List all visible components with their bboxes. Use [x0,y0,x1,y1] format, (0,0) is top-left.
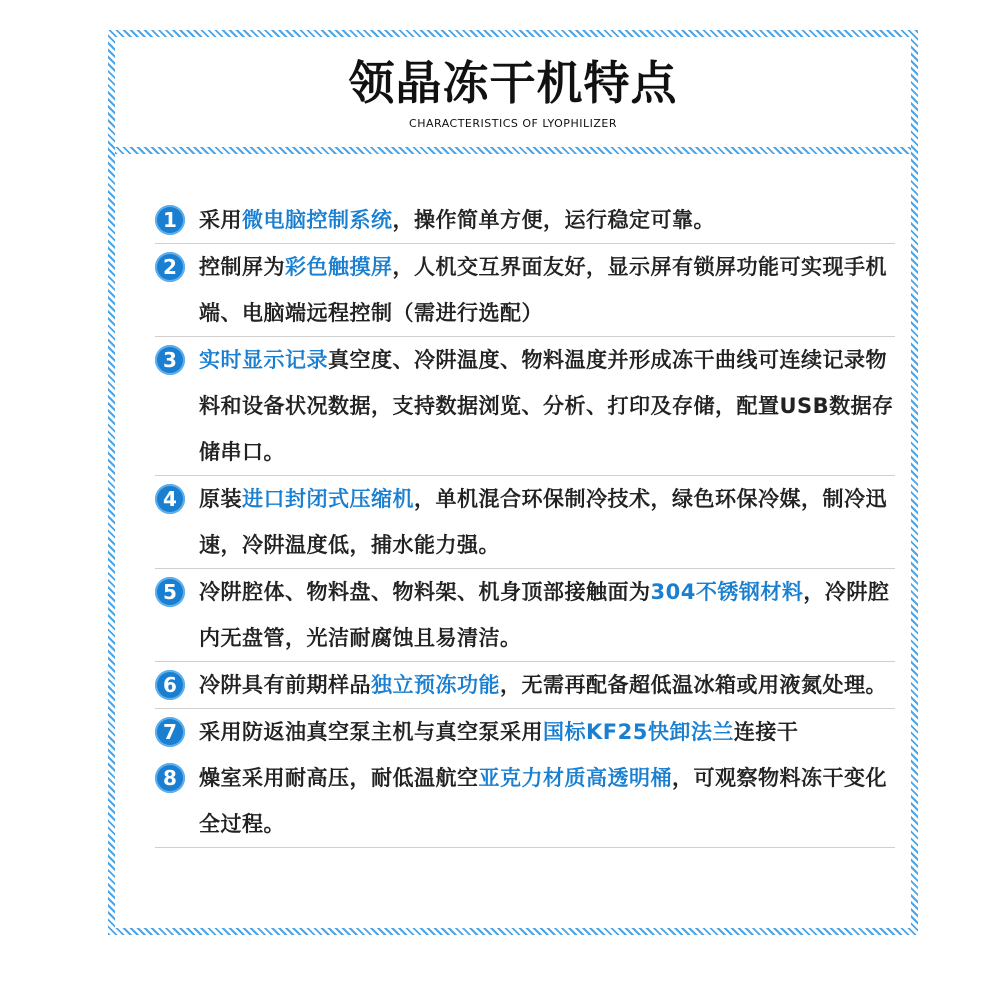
feature-text-part: 冷阱具有前期样品 [199,673,371,697]
feature-text [199,709,895,755]
feature-number-badge: 8 [155,763,185,793]
feature-text [199,662,895,708]
feature-highlight: 国标KF25快卸法兰 [543,720,734,744]
feature-item-6 [155,662,895,709]
feature-text-part: 燥室采用耐高压，耐低温航空 [199,766,479,790]
feature-text-part: ，可观察物料冻干变化全过程。 [199,766,887,836]
feature-number-badge: 4 [155,484,185,514]
feature-number-badge: 3 [155,345,185,375]
feature-highlight: 304不锈钢材料 [650,580,804,604]
feature-text-part: 采用 [199,208,242,232]
feature-number-badge: 6 [155,670,185,700]
feature-text [199,476,895,568]
feature-text-part: 控制屏为 [199,255,285,279]
feature-text-part: 冷阱腔体、物料盘、物料架、机身顶部接触面为 [199,580,651,604]
feature-number-badge: 1 [155,205,185,235]
feature-text [199,755,895,847]
feature-number-badge: 7 [155,717,185,747]
feature-number-badge: 2 [155,252,185,282]
header-divider [115,147,911,154]
feature-text-part: 真空度、冷阱温度、物料温度并形成冻干曲线可连续记录物料和设备状况数据，支持数据浏览、分析、打印及存储，配置USB数据存储串口。 [199,348,894,464]
feature-item-3 [155,337,895,476]
feature-text [199,569,895,661]
feature-frame [108,30,918,935]
feature-item-4 [155,476,895,569]
feature-item-7 [155,709,895,755]
feature-item-8 [155,755,895,848]
feature-text-part: ，操作简单方便，运行稳定可靠。 [392,208,715,232]
feature-text-part: 连接干 [733,720,799,744]
feature-item-2 [155,244,895,337]
page-subtitle: CHARACTERISTICS OF LYOPHILIZER [409,117,617,130]
feature-item-5 [155,569,895,662]
feature-highlight: 亚克力材质高透明桶 [478,766,672,790]
feature-highlight: 独立预冻功能 [371,673,500,697]
feature-item-1 [155,197,895,244]
feature-number-badge: 5 [155,577,185,607]
feature-text-part: ，冷阱腔内无盘管，光洁耐腐蚀且易清洁。 [199,580,890,650]
feature-text-part: ，单机混合环保制冷技术，绿色环保冷媒，制冷迅速，冷阱温度低，捕水能力强。 [199,487,887,557]
feature-text [199,197,895,243]
feature-text-part: ，人机交互界面友好，显示屏有锁屏功能可实现手机端、电脑端远程控制（需进行选配） [199,255,887,325]
feature-highlight: 实时显示记录 [199,348,328,372]
feature-text-part: 原装 [199,487,242,511]
feature-text [199,244,895,336]
feature-highlight: 微电脑控制系统 [242,208,393,232]
feature-text-part: ，无需再配备超低温冰箱或用液氮处理。 [500,673,887,697]
feature-list [155,197,895,848]
feature-highlight: 进口封闭式压缩机 [242,487,414,511]
feature-text-part: 采用防返油真空泵主机与真空泵采用 [199,720,543,744]
feature-highlight: 彩色触摸屏 [285,255,393,279]
page-title: 领晶冻干机特点 [348,56,678,110]
feature-text [199,337,895,475]
header [115,37,911,147]
